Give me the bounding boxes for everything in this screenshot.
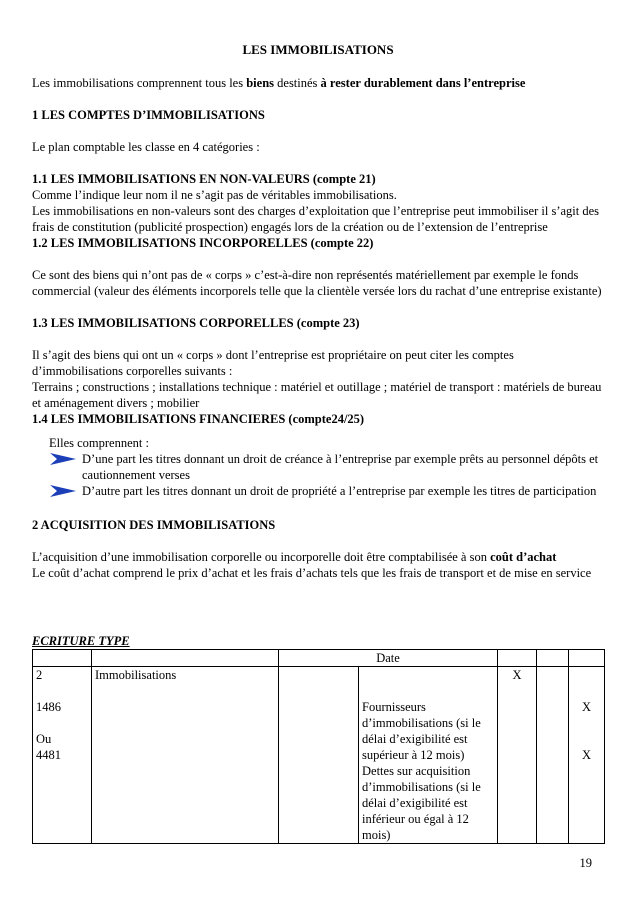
table-row <box>33 650 605 667</box>
bullet-text: D’autre part les titres donnant un droit de propriété a l’entreprise par exemple les titres de participation <box>82 484 597 498</box>
section12-heading: 1.2 LES IMMOBILISATIONS INCORPORELLES (compte 22) <box>32 236 374 250</box>
section2-text1-bold: coût d’achat <box>490 550 557 564</box>
account-number: 4481 <box>36 748 61 762</box>
section1-text: Le plan comptable les classe en 4 catégories : <box>32 140 260 154</box>
table-cell <box>279 667 359 844</box>
ecriture-heading: ECRITURE TYPE <box>32 634 130 648</box>
credit-mark: X <box>582 700 592 714</box>
intro-bold-2: à rester durablement dans l’entreprise <box>320 76 526 90</box>
table-cell <box>537 650 569 667</box>
bullet-item <box>50 451 604 483</box>
table-cell <box>537 667 569 844</box>
table-cell <box>498 650 537 667</box>
intro-paragraph <box>32 75 604 91</box>
section14-heading: 1.4 LES IMMOBILISATIONS FINANCIERES (compte24/25) <box>32 412 365 426</box>
section2-text1-plain: L’acquisition d’une immobilisation corporelle ou incorporelle doit être comptabilisée à son <box>32 550 491 564</box>
credit-mark-cell <box>569 667 605 844</box>
section13-line1: Il s’agit des biens qui ont un « corps » dont l’entreprise est propriétaire on peut citer les comptes d’immobilisations corporelles suivants : <box>32 348 514 378</box>
debit-mark: X <box>512 668 522 682</box>
credit-account-label: Dettes sur acquisition d’immobilisations (si le délai d’exigibilité est inférieur ou égal à 12 mois) <box>362 764 481 842</box>
document-page <box>32 42 604 844</box>
table-cell <box>569 650 605 667</box>
credit-account-label: Fournisseurs d’immobilisations (si le délai d’exigibilité est supérieur à 12 mois) <box>362 700 481 762</box>
section13-heading: 1.3 LES IMMOBILISATIONS CORPORELLES (compte 23) <box>32 316 360 330</box>
intro-bold-1: biens <box>246 76 275 90</box>
page-title: LES IMMOBILISATIONS <box>242 42 394 57</box>
table-cell <box>92 650 279 667</box>
account-number: 1486 <box>36 700 61 714</box>
arrow-bullet-icon <box>50 451 82 469</box>
arrow-bullet-icon <box>50 483 82 501</box>
credit-label-cell <box>359 667 498 844</box>
bullet-item <box>50 483 604 501</box>
table-row <box>33 667 605 844</box>
section11-line1: Comme l’indique leur nom il ne s’agit pas de véritables immobilisations. <box>32 188 397 202</box>
section2-text2: Le coût d’achat comprend le prix d’achat et les frais d’achats tels que les frais de transport et de mise en service <box>32 566 592 580</box>
section2-text1 <box>32 549 604 565</box>
table-cell <box>33 650 92 667</box>
debit-account-label: Immobilisations <box>95 668 177 682</box>
intro-text-2: destinés <box>274 76 321 90</box>
section11-line2: Les immobilisations en non-valeurs sont des charges d’exploitation que l’entreprise peut immobiliser il s’agit des frais de constitution (publicité prospection) engagés lors de la création ou de l’extension de l’entreprise <box>32 204 600 234</box>
section14-intro: Elles comprennent : <box>49 436 149 450</box>
page-number: 19 <box>579 856 592 870</box>
credit-mark: X <box>582 748 592 762</box>
journal-entry-table <box>32 649 605 844</box>
section12-text: Ce sont des biens qui n’ont pas de « corps » c’est-à-dire non représentés matériellement par exemple le fonds commercial (valeur des éléments incorporels telle que la clientèle versée lors du rachat d’une entreprise existante) <box>32 268 602 298</box>
account-number-cell <box>33 667 92 844</box>
section1-heading: 1 LES COMPTES D’IMMOBILISATIONS <box>32 108 265 122</box>
account-label-cell <box>92 667 279 844</box>
bullet-text: D’une part les titres donnant un droit de créance à l’entreprise par exemple prêts au personnel dépôts et cautionnement verses <box>82 452 599 482</box>
date-header-cell: Date <box>279 650 498 667</box>
debit-mark-cell <box>498 667 537 844</box>
section13-line2: Terrains ; constructions ; installations technique : matériel et outillage ; matériel de transport : matériels de bureau et aménagement divers ; mobilier <box>32 380 602 410</box>
account-number: 2 <box>36 668 43 682</box>
section11-heading: 1.1 LES IMMOBILISATIONS EN NON-VALEURS (compte 21) <box>32 172 376 186</box>
section2-heading: 2 ACQUISITION DES IMMOBILISATIONS <box>32 518 276 532</box>
intro-text-1: Les immobilisations comprennent tous les <box>32 76 247 90</box>
account-or-label: Ou <box>36 732 52 746</box>
